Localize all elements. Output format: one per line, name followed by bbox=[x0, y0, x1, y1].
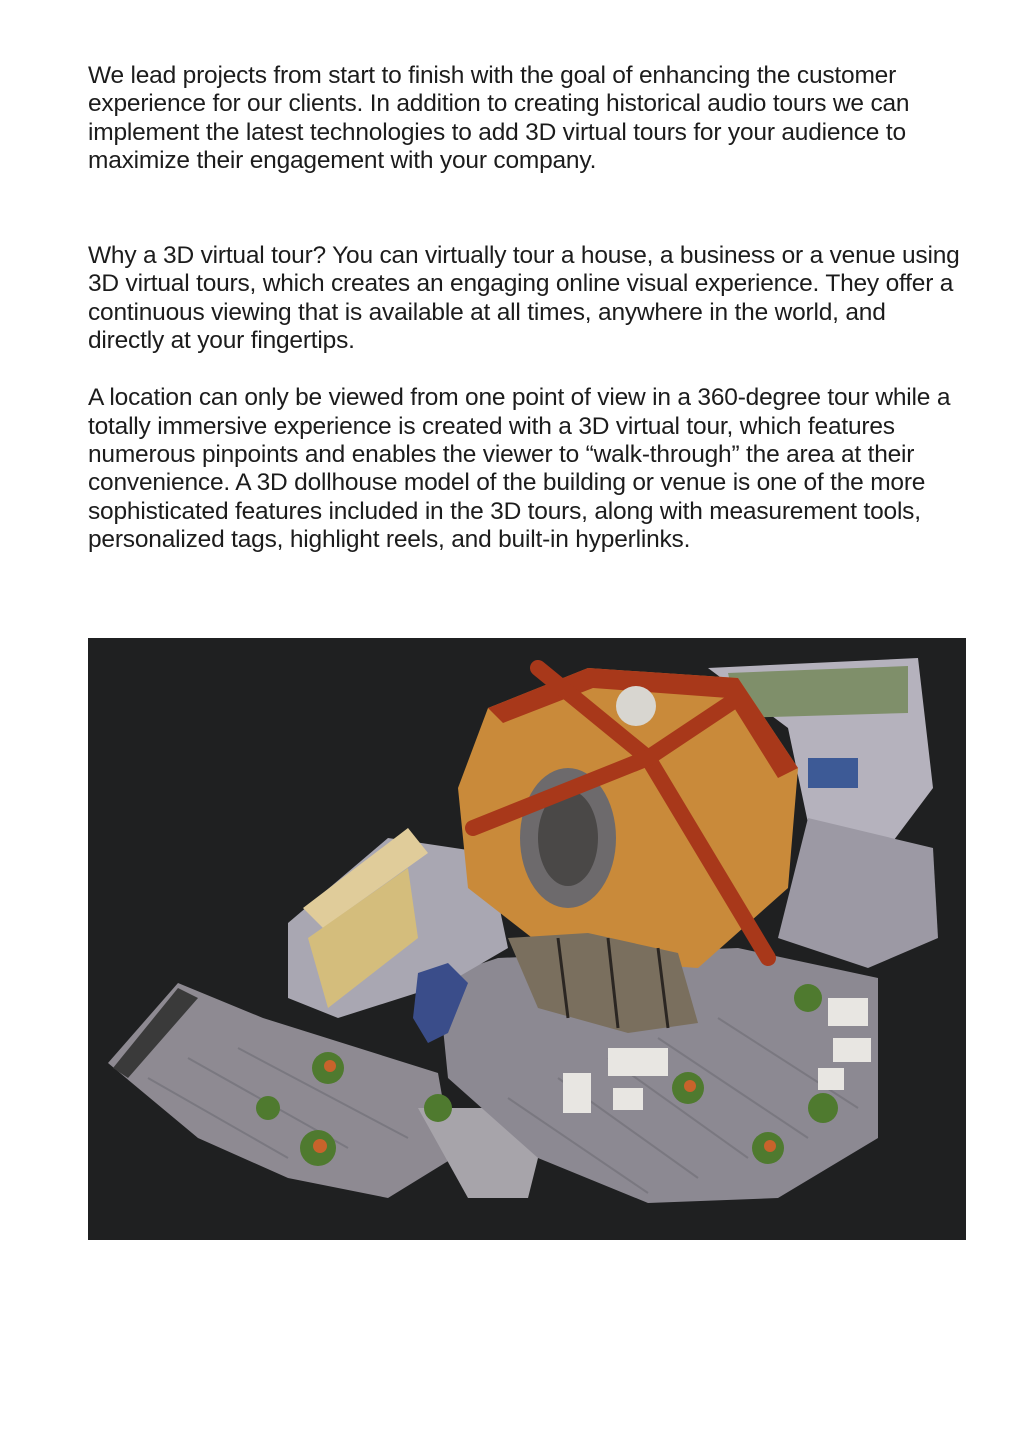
skylight bbox=[616, 686, 656, 726]
paragraph-intro: We lead projects from start to finish with the goal of enhancing the customer experience for our clients. In addition to creating historical audio tours we can implement the latest technologies to add 3D virtual tours for your audience to maximize their engagement with your company. bbox=[88, 62, 910, 174]
dollhouse-illustration bbox=[88, 638, 966, 1240]
paragraph-why-3d-tour: Why a 3D virtual tour? You can virtually tour a house, a business or a venue using 3D virtual tours, which creates an engaging online visual experience. They offer a continuous viewing that is available at all times, anywhere in the world, and directly at your fingertips. bbox=[88, 242, 960, 355]
patio-sofa bbox=[608, 1048, 668, 1076]
article-body bbox=[88, 62, 968, 554]
blue-sofa bbox=[808, 758, 858, 788]
dollhouse-3d-model-image bbox=[88, 638, 966, 1240]
paragraph-360-vs-3d: A location can only be viewed from one point of view in a 360-degree tour while a totally immersive experience is created with a 3D virtual tour, which features numerous pinpoints and enables the viewer to “walk-through” the area at their convenience. A 3D dollhouse model of the building or venue is one of the more sophisticated features included in the 3D tours, along with measurement tools, personalized tags, highlight reels, and built-in hyperlinks. bbox=[88, 384, 951, 553]
